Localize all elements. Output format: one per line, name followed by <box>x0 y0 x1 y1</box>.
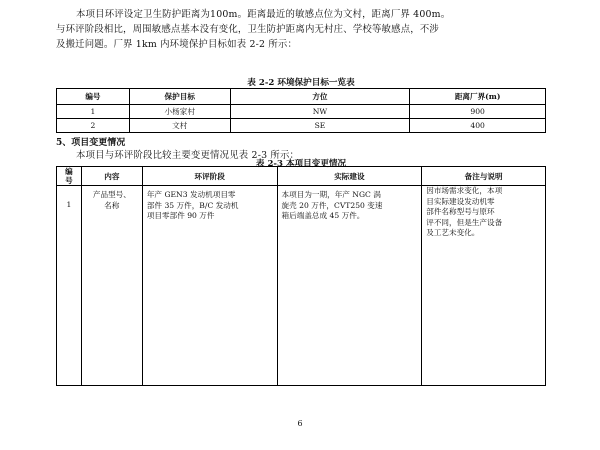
note-line-4: 评不同，但是生产设备 <box>426 217 503 227</box>
intro-line-2: 与环评阶段相比，周围敏感点基本没有变化，卫生防护距离内无村庄、学校等敏感点，不涉 <box>56 24 440 35</box>
content-line-1: 产品型号、 <box>92 190 131 199</box>
eia-line-3: 项目零部件 90 万件 <box>146 211 215 220</box>
cell-number: 1 <box>57 186 82 386</box>
eia-line-2: 部件 35 万件，B/C 发动机 <box>146 200 239 210</box>
header-number: 编号 <box>57 89 130 105</box>
header-target: 保护目标 <box>129 89 230 105</box>
cell-content <box>81 186 142 386</box>
header-number-line-1: 编 <box>65 167 73 176</box>
eia-line-1: 年产 GEN3 发动机项目零 <box>146 190 236 199</box>
section-heading: 5、项目变更情况 <box>56 138 126 148</box>
cell-eia-stage <box>142 186 277 386</box>
intro-line-3: 及搬迁问题。厂界 1km 内环境保护目标如表 2-2 所示： <box>56 39 298 50</box>
header-actual-construction: 实际建设 <box>277 167 422 186</box>
header-distance: 距离厂界(m) <box>410 89 546 105</box>
actual-line-1: 本项目为一期，年产 NGC 涡 <box>281 190 381 199</box>
table-header-row <box>57 167 546 186</box>
intro-line-1: 本项目环评设定卫生防护距离为100m。距离最近的敏感点位为文村，距离厂界 400m。 <box>76 9 451 20</box>
table-2-2-caption: 表 2-2 环境保护目标一览表 <box>247 78 355 88</box>
project-change-table <box>56 166 546 386</box>
header-number-line-2: 号 <box>65 176 73 185</box>
cell-notes <box>422 186 546 386</box>
header-content: 内容 <box>81 167 142 186</box>
table-header-row <box>57 89 546 105</box>
note-line-2: 目实际建设发动机零 <box>426 196 495 206</box>
intro-paragraph <box>56 7 546 52</box>
header-eia-stage: 环评阶段 <box>142 167 277 186</box>
cell-number: 1 <box>57 105 130 119</box>
cell-actual-construction <box>277 186 422 386</box>
cell-distance: 400 <box>410 119 546 133</box>
header-direction: 方位 <box>230 89 410 105</box>
table-row <box>57 105 546 119</box>
cell-direction: SE <box>230 119 410 133</box>
note-line-5: 及工艺未变化。 <box>426 228 480 237</box>
table-2-3-caption: 表 2-3 本项目变更情况 <box>255 159 347 169</box>
header-number <box>57 167 82 186</box>
cell-direction: NW <box>230 105 410 119</box>
header-notes: 备注与说明 <box>422 167 546 186</box>
table-row <box>57 119 546 133</box>
actual-line-2: 旋壳 20 万件，CVT250 变速 <box>281 200 383 210</box>
protection-target-table <box>56 88 546 133</box>
cell-number: 2 <box>57 119 130 133</box>
cell-target: 小杨家村 <box>129 105 230 119</box>
section-text: 本项目与环评阶段比较主要变更情况见表 2-3 所示： <box>76 150 300 161</box>
note-line-1: 因市场需求变化，本项 <box>426 186 503 195</box>
table-row <box>57 186 546 386</box>
content-line-2: 名称 <box>104 200 120 210</box>
page-number: 6 <box>297 419 303 428</box>
cell-target: 文村 <box>129 119 230 133</box>
actual-line-3: 箱后端盖总成 45 万件。 <box>281 211 365 220</box>
note-line-3: 部件名称型号与原环 <box>426 207 495 216</box>
cell-distance: 900 <box>410 105 546 119</box>
